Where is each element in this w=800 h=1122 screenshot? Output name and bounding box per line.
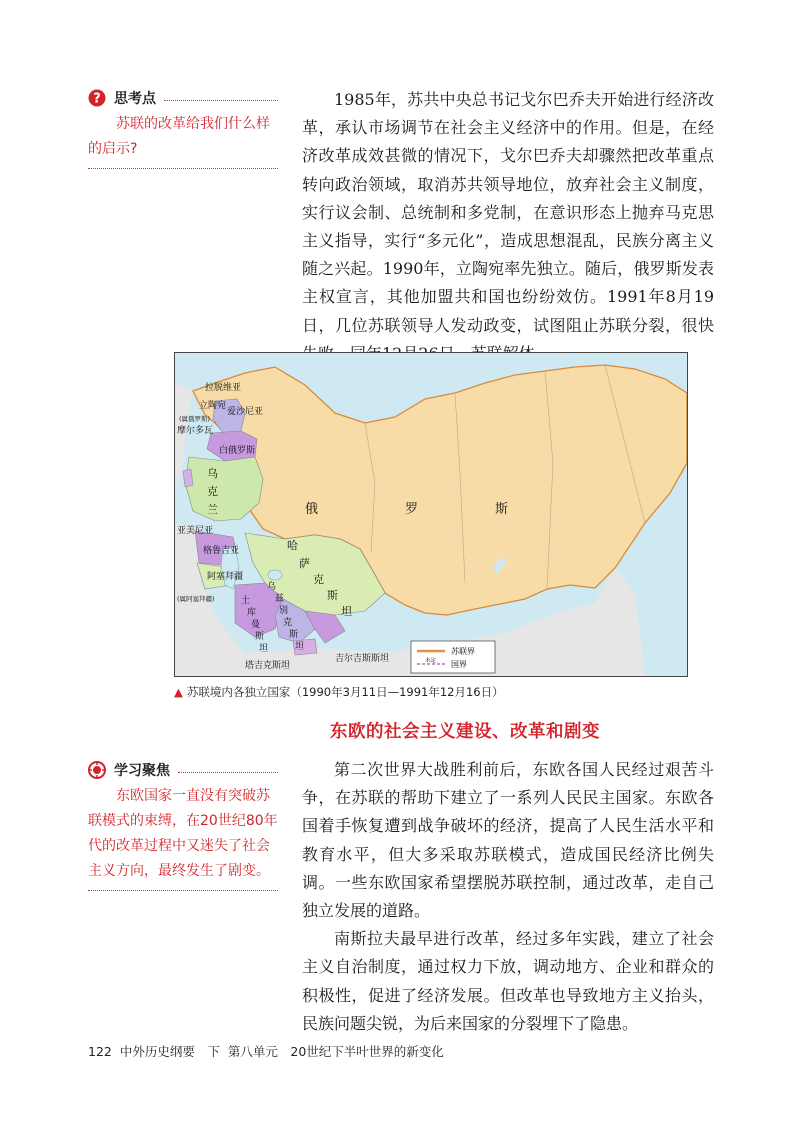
divider [178,772,278,773]
label-uzbek-4: 克 [283,618,293,628]
legend-ussr-border: 苏联界 [451,647,475,656]
map-legend [411,641,495,673]
label-kazakhstan-2: 萨 [299,557,310,570]
divider [88,890,278,891]
label-russia-2: 罗 [405,502,419,517]
main-text-bottom [302,756,714,1038]
svg-text:?: ? [93,91,101,107]
label-azerbaijan: 阿塞拜疆 [207,572,244,582]
learning-focus-header [88,760,278,780]
label-kyrgyzstan: 吉尔吉斯斯坦 [335,654,390,664]
think-point-text: 苏联的改革给我们什么样的启示? [88,116,270,157]
label-turkmen-3: 曼 [251,620,261,630]
learning-focus-text: 东欧国家一直没有突破苏联模式的束缚，在20世纪80年代的改革过程中又迷失了社会主义方向，最终发生了剧变。 [88,788,278,879]
label-turkmen-1: 土 [241,596,251,606]
think-point-header [88,88,278,108]
legend-national-border: 国界 [451,660,467,669]
unit-title: 第八单元 20世纪下半叶世界的新变化 [227,1044,444,1059]
label-ukraine-2: 克 [207,485,218,498]
label-turkmen-5: 坦 [259,644,269,654]
map-graphic [175,353,687,676]
legend-undefined: 未定 [425,658,437,664]
label-ukraine-1: 乌 [207,467,218,480]
label-uzbek-2: 兹 [275,594,285,604]
label-turkmen-2: 库 [247,608,257,618]
section-title: 东欧的社会主义建设、改革和剧变 [330,722,600,742]
label-armenia: 亚美尼亚 [177,526,214,536]
label-ukraine-3: 兰 [207,503,218,516]
label-uzbek-1: 乌 [267,582,277,592]
ussr-map [174,352,688,677]
label-lithuania: 立陶宛 [199,401,227,411]
label-kazakhstan-5: 坦 [341,605,352,618]
map-caption [174,684,504,700]
think-point-box [88,88,278,169]
aral-sea [268,570,282,580]
learning-focus-box [88,760,278,891]
think-point-title: 思考点 [114,91,156,107]
label-nakhchivan: (属阿塞拜疆) [177,595,215,603]
label-latvia: 拉脱维亚 [205,383,242,393]
triangle-icon: ▲ [174,685,183,699]
label-kazakhstan-4: 斯 [327,589,338,602]
divider [164,100,278,101]
label-estonia: 爱沙尼亚 [227,407,264,417]
label-georgia: 格鲁吉亚 [203,546,240,556]
question-icon [88,89,106,107]
book-title: 中外历史纲要 下 [119,1044,220,1059]
label-kazakhstan-1: 哈 [287,539,298,552]
label-russia-3: 斯 [495,502,509,517]
label-uzbek-6: 坦 [295,642,305,652]
page-footer [88,1042,452,1060]
paragraph: 1985年，苏共中央总书记戈尔巴乔夫开始进行经济改革，承认市场调节在社会主义经济中的作用。但是，在经济改革成效甚微的情况下，戈尔巴乔夫却骤然把改革重点转向政治领域，取消苏共领导地位，放弃社会主义制度，实行议会制、总统制和多党制，在意识形态上抛弃马克思主义指导，实行“多元化”，造成思想混乱，民族分离主义随之兴起。1990年，立陶宛率先独立。随后，俄罗斯发表主权宣言，其他加盟共和国也纷纷效仿。1991年8月19日，几位苏联领导人发动政变，试图阻止苏联分裂，很快 [302,90,714,335]
label-belarus: 白俄罗斯 [219,446,256,456]
paragraph: 第二次世界大战胜利前后，东欧各国人民经过艰苦斗争，在苏联的帮助下建立了一系列人民民主国家。东欧各国着手恢复遭到战争破坏的经济，提高了人民生活水平和教育水平，但大多采取苏联模式，造成国民经济比例失调。一些东欧国家希望摆脱苏联控制，通过改革，走自己独立发展的道路。 [302,760,714,921]
label-tajikistan: 塔吉克斯坦 [245,661,291,671]
focus-icon [88,761,106,779]
divider [88,168,278,169]
paragraph: 南斯拉夫最早进行改革，经过多年实践，建立了社会主义自治制度，通过权力下放，调动地方、企业和群众的积极性，促进了经济发展。但改革也导致地方主义抬头，民族问题尖锐，为后来国家的分裂埋下了隐患。 [302,929,714,1033]
label-turkmen-4: 斯 [255,632,265,642]
label-kaliningrad: (属俄罗斯) [179,415,211,423]
label-moldova: 摩尔多瓦 [177,426,214,436]
map-caption-text: 苏联境内各独立国家（1990年3月11日—1991年12月16日） [186,685,504,699]
main-text-top [302,86,714,368]
moldova-region [183,469,193,487]
label-kazakhstan-3: 克 [313,573,324,586]
label-uzbek-3: 别 [279,606,289,616]
label-russia-1: 俄 [305,502,319,517]
page-number: 122 [88,1044,112,1059]
label-uzbek-5: 斯 [289,630,299,640]
learning-focus-title: 学习聚焦 [114,763,170,779]
